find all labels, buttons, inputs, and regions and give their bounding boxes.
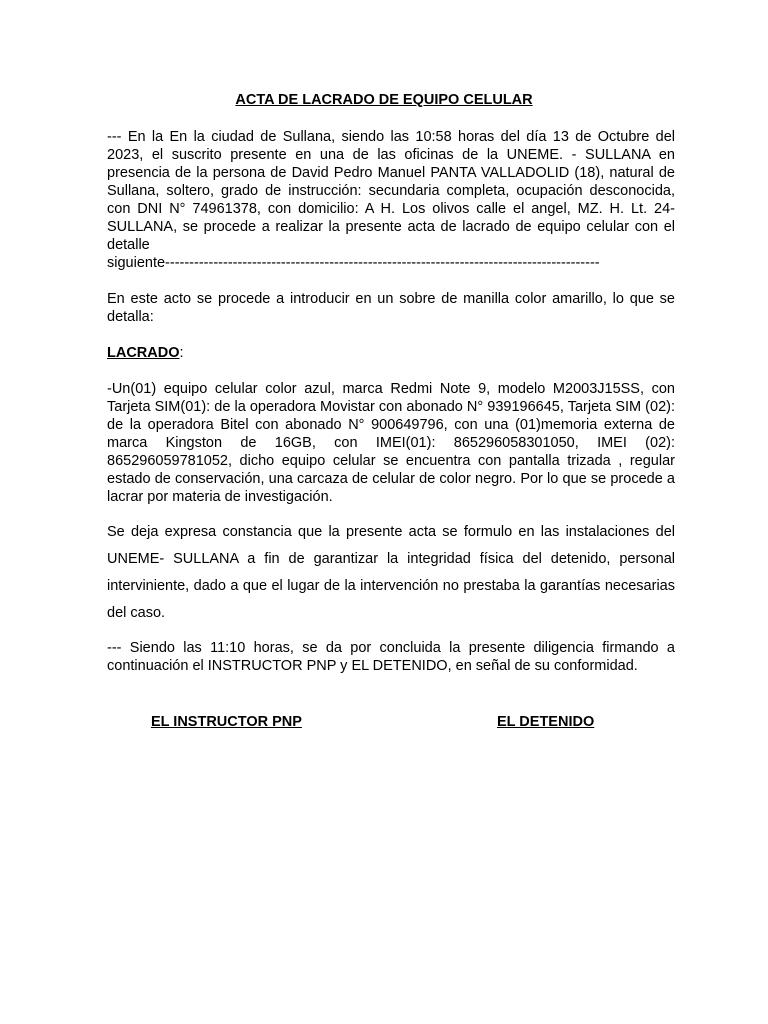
paragraph-constancy: Se deja expresa constancia que la presente acta se formulo en las instalaciones del UNEME- SULLANA a fin de garantizar la integridad física del detenido, personal interviniente, dado a que el lugar de la intervención no prestaba la garantías necesarias del caso. bbox=[107, 524, 675, 621]
section-heading-label: LACRADO bbox=[107, 345, 180, 361]
paragraph-device-detail: -Un(01) equipo celular color azul, marca Redmi Note 9, modelo M2003J15SS, con Tarjeta SIM(01): de la operadora Movistar con abonado N° 939196645, Tarjeta SIM (02): de la operadora Bitel con abonado N° 900649796, con una (01)memoria externa de marca Kingston de 16GB, con IMEI(01): 865296058301050, IMEI (02): 865296059781052, dicho equipo celular se encuentra con pantalla trizada , regular estado de conservación, una carcaza de celular de color negro. Por lo que se procede a lacrar por materia de investigación. bbox=[107, 381, 675, 505]
paragraph-closing: --- Siendo las 11:10 horas, se da por concluida la presente diligencia firmando a continuación el INSTRUCTOR PNP y EL DETENIDO, en señal de su conformidad. bbox=[107, 640, 675, 674]
document-title: ACTA DE LACRADO DE EQUIPO CELULAR bbox=[235, 92, 533, 108]
section-heading-colon: : bbox=[179, 345, 184, 361]
signature-detainee-label: EL DETENIDO bbox=[497, 714, 595, 730]
paragraph-envelope: En este acto se procede a introducir en un sobre de manilla color amarillo, lo que se detalla: bbox=[107, 291, 675, 325]
section-heading bbox=[107, 344, 184, 362]
paragraph-intro: --- En la En la ciudad de Sullana, siendo las 10:58 horas del día 13 de Octubre del 2023, el suscrito presente en una de las oficinas de la UNEME. - SULLANA en presencia de la persona de David Pedro Manuel PANTA VALLADOLID (18), natural de Sullana, soltero, grado de instrucción: secundaria completa, ocupación desconocida, con DNI N° 74961378, con domicilio: A H. Los olivos calle el angel, MZ. H. Lt. 24- SULLANA, se procede a realizar la presente acta de lacrado de equipo celular con el detalle bbox=[107, 129, 675, 253]
paragraph-intro-last-line: siguiente------------------------------------------------------------------------------------------ bbox=[107, 255, 600, 271]
signature-instructor-label: EL INSTRUCTOR PNP bbox=[151, 714, 302, 730]
